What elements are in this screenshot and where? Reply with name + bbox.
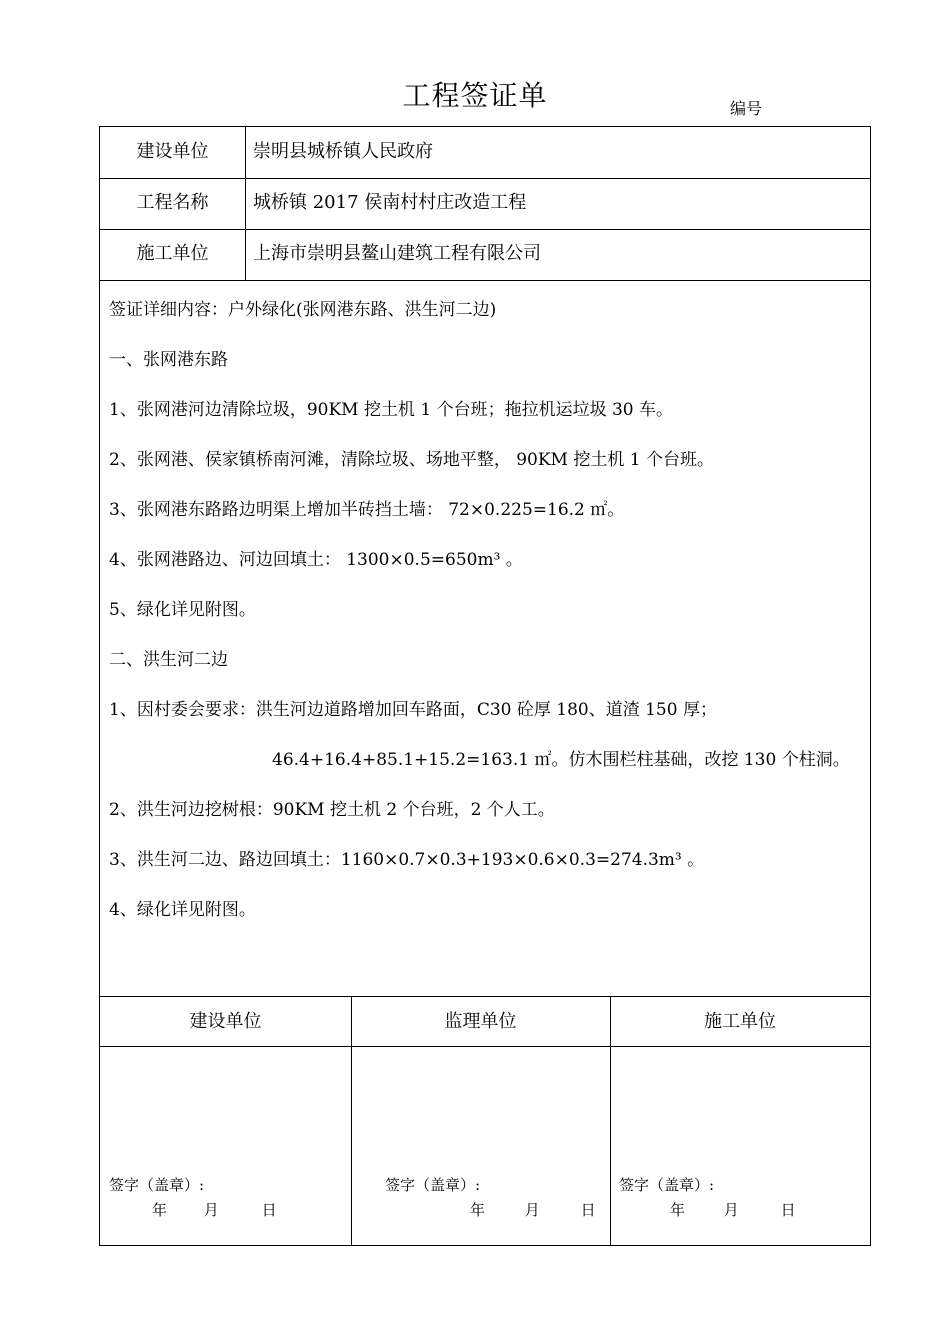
signature-prompt: 签字（盖章）: <box>619 1176 715 1194</box>
info-value-contractor: 上海市崇明县鳌山建筑工程有限公司 <box>253 243 541 264</box>
date-month: 月 <box>524 1201 540 1219</box>
info-label-contractor: 施工单位 <box>136 243 209 264</box>
detail-item: 2、洪生河边挖树根：90KM 挖土机 2 个台班，2 个人工。 <box>109 800 555 820</box>
detail-item: 4、绿化详见附图。 <box>109 900 256 920</box>
detail-item: 3、张网港东路路边明渠上增加半砖挡土墙： 72×0.225=16.2 ㎡。 <box>109 500 625 520</box>
signature-date <box>670 1199 796 1220</box>
info-value-client: 崇明县城桥镇人民政府 <box>253 141 433 162</box>
date-day: 日 <box>780 1201 796 1219</box>
signature-date <box>152 1199 277 1220</box>
detail-item: 2、张网港、侯家镇桥南河滩，清除垃圾、场地平整， 90KM 挖土机 1 个台班。 <box>109 450 714 470</box>
serial-number-label: 编号 <box>730 99 763 118</box>
detail-item: 4、张网港路边、河边回填土： 1300×0.5=650m³ 。 <box>109 550 523 570</box>
signature-prompt: 签字（盖章）: <box>385 1176 481 1194</box>
detail-item: 1、张网港河边清除垃圾，90KM 挖土机 1 个台班；拖拉机运垃圾 30 车。 <box>109 400 674 420</box>
signature-prompt: 签字（盖章）: <box>109 1176 205 1194</box>
date-day: 日 <box>261 1201 277 1219</box>
form-table <box>99 126 871 1246</box>
date-month: 月 <box>723 1201 739 1219</box>
date-year: 年 <box>470 1201 486 1219</box>
info-value-project: 城桥镇 2017 侯南村村庄改造工程 <box>253 192 527 213</box>
signature-unit-supervisor: 监理单位 <box>444 1011 517 1032</box>
row-divider <box>100 280 870 281</box>
signature-unit-contractor: 施工单位 <box>704 1011 776 1032</box>
date-month: 月 <box>203 1201 219 1219</box>
info-label-client: 建设单位 <box>136 141 209 162</box>
detail-heading: 签证详细内容：户外绿化(张网港东路、洪生河二边) <box>109 300 497 320</box>
detail-item-continued: 46.4+16.4+85.1+15.2=163.1 ㎡。仿木围栏柱基础，改挖 130 个柱洞。 <box>272 750 850 770</box>
detail-item: 1、因村委会要求：洪生河边道路增加回车路面，C30 砼厚 180、道渣 150 厚； <box>109 700 717 720</box>
detail-section-2: 二、洪生河二边 <box>109 650 228 670</box>
signature-date <box>470 1199 596 1220</box>
document-title: 工程签证单 <box>402 79 548 112</box>
signature-unit-client: 建设单位 <box>189 1011 262 1032</box>
info-label-project: 工程名称 <box>136 192 209 213</box>
date-year: 年 <box>152 1201 168 1219</box>
date-day: 日 <box>580 1201 596 1219</box>
detail-section-1: 一、张网港东路 <box>109 350 228 370</box>
detail-item: 3、洪生河二边、路边回填土：1160×0.7×0.3+193×0.6×0.3=274.3m³ 。 <box>109 850 705 870</box>
date-year: 年 <box>670 1201 686 1219</box>
column-divider <box>245 127 246 280</box>
detail-item: 5、绿化详见附图。 <box>109 600 256 620</box>
